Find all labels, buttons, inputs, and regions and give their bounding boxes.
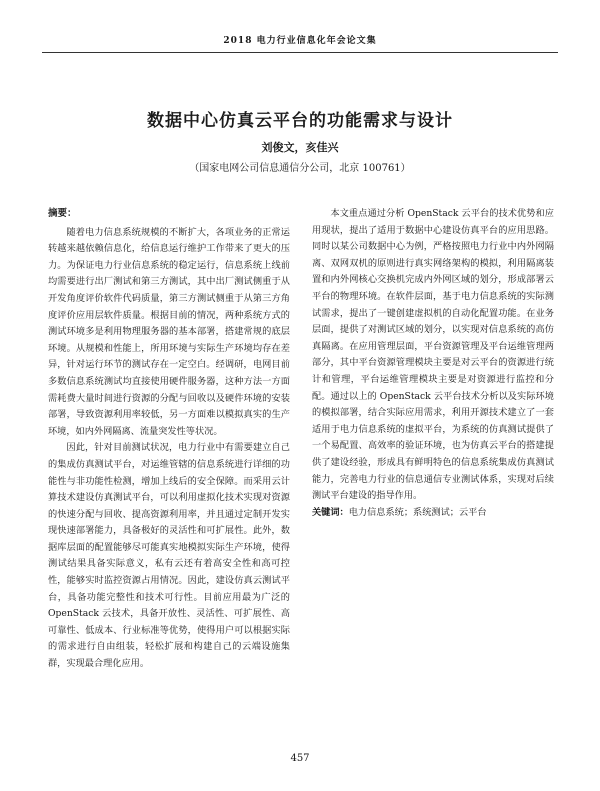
paper-title: 数据中心仿真云平台的功能需求与设计 (147, 111, 453, 131)
abstract-paragraph-1: 随着电力信息系统规模的不断扩大，各项业务的正常运转越来越依赖信息化，给信息运行维护工作带来了更大的压力。为保证电力行业信息系统的稳定运行，信息系统上线前均需要进行出厂测试和第三方测试，其中出厂测试侧重于从开发角度评价软件代码质量，第三方测试侧重于从第三方角度评价应用层软件质量。根据目前的情况，两种系统方式的测试环境多是利用物理服务器的基本部署，搭建常规的底层环境。从规模和性能上，所用环境与实际生产环境均存在差异，针对运行环节的测试存在一定空白。经调研，电网目前多数信息系统测试均直接使用硬件服务器，这种方法一方面需耗费大量时间进行资源的分配与回收以及硬件环境的安装部署，导致资源利用率较低，另一方面难以模拟真实的生产环境，如内外网隔离、流量突发性等状况。 (48, 226, 290, 437)
affiliation: （国家电网公司信息通信分公司，北京 100761） (189, 163, 411, 174)
keywords-text: 电力信息系统；系统测试；云平台 (348, 506, 487, 518)
abstract-label: 摘要： (48, 208, 77, 219)
left-column (48, 206, 290, 673)
abstract-paragraph-3: 本文重点通过分析 OpenStack 云平台的技术优势和应用现状，提出了适用于数据中心建设仿真平台的应用思路。同时以某公司数据中心为例，严格按照电力行业中内外网隔离、双网双机的原则进行真实网络架构的模拟，利用隔离装置和内外网核心交换机完成内外网区域的划分，形成部署云平台的物理环境。在软件层面，基于电力信息系统的实际测试需求，提出了一键创建虚拟机的自动化配置功能。在业务层面，提供了对测试区域的划分，以实现对信息系统的高仿真隔离。在应用管理层面，平台资源管理及平台运维管理两部分，其中平台资源管理模块主要是对云平台的资源进行统计和管理，平台运维管理模块主要是对资源进行监控和分配。通过以上的 OpenStack 云平台技术分析以及实际环境的模拟部署，结合实际应用需求，利用开源技术建立了一套适用于电力信息系统的虚拟平台，为系统的仿真测试提供了一个易配置、高效率的验证环境，也为仿真云平台的搭建提供了建设经验，形成具有鲜明特色的信息系统集成仿真测试能力，完善电力行业的信息通信专业测试体系，实现对后续测试平台建设的指导作用。 (312, 208, 554, 502)
right-column (312, 206, 554, 521)
abstract-paragraph-2: 因此，针对目前测试状况，电力行业中有需要建立自己的集成仿真测试平台，对运维管辖的信息系统进行详细的功能性与非功能性检测，增加上线后的安全保障。而采用云计算技术建设仿真测试平台，可以利用虚拟化技术实现对资源的快速分配与回收、提高资源利用率，并且通过定制开发实现快速部署能力，具备极好的灵活性和可扩展性。此外，数据库层面的配置能够尽可能真实地模拟实际生产环境，使得测试结果具备实际意义，私有云还有着高安全性和高可控性，能够实时监控资源占用情况。因此，建设仿真云测试平台，具备功能完整性和技术可行性。目前应用最为广泛的 OpenStack 云技术，具备开放性、灵活性、可扩展性、高可靠性、低成本、行业标准等优势，使得用户可以根据实际的需求进行自由组装，轻松扩展和构建自己的云端设施集群，实现最合理化应用。 (48, 442, 290, 670)
keywords-label: 关键词： (312, 506, 349, 518)
header-rule (42, 52, 558, 53)
running-head: 2018 电力行业信息化年会论文集 (223, 36, 377, 46)
author-list: 刘俊文，亥佳兴 (261, 141, 339, 154)
page-number: 457 (290, 753, 310, 764)
keywords-line (312, 505, 554, 522)
